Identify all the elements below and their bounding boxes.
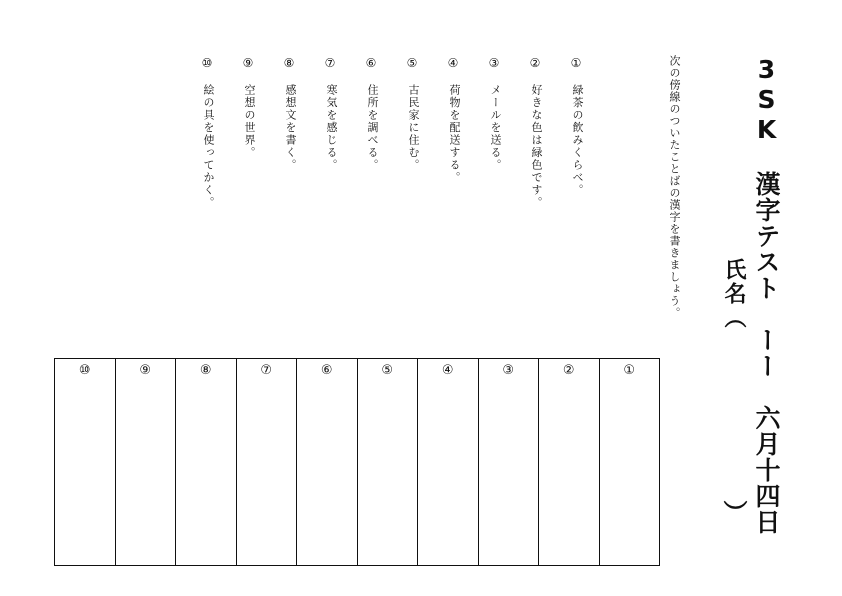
answer-number: ① [623, 363, 636, 378]
answer-number: ④ [441, 363, 454, 378]
question-text: 絵の具を使ってかく。 [202, 84, 215, 209]
question-text: 古民家に住む。 [407, 84, 420, 172]
question-number: ⑤ [406, 56, 418, 70]
question-number: ② [529, 56, 541, 70]
question-text: 住所を調べる。 [366, 84, 379, 172]
question-text: 感想文を書く。 [284, 84, 297, 172]
instruction-text: 次の傍線のついたことばの漢字を書きましょう。 [668, 55, 681, 319]
question-number: ③ [488, 56, 500, 70]
question-number: ① [570, 56, 582, 70]
question-text: 寒気を感じる。 [325, 84, 338, 172]
question-number: ⑦ [324, 56, 336, 70]
answer-number: ⑥ [320, 363, 333, 378]
answer-number: ⑦ [260, 363, 273, 378]
answer-cell[interactable] [55, 359, 115, 565]
answer-cell[interactable] [538, 359, 599, 565]
answer-number: ⑩ [78, 363, 91, 378]
answer-number: ③ [502, 363, 515, 378]
answer-number: ② [562, 363, 575, 378]
question-number: ④ [447, 56, 459, 70]
question-number: ⑧ [283, 56, 295, 70]
name-close-bracket: ） [719, 500, 747, 524]
answer-cell[interactable] [236, 359, 297, 565]
answer-cell[interactable] [417, 359, 478, 565]
question-number: ⑨ [242, 56, 254, 70]
answer-cell[interactable] [296, 359, 357, 565]
question-text: 荷物を配送する。 [448, 84, 461, 184]
question-number: ⑥ [365, 56, 377, 70]
answer-number: ⑤ [381, 363, 394, 378]
answer-cell[interactable] [478, 359, 539, 565]
question-text: 緑茶の飲みくらべ。 [571, 84, 584, 197]
question-text: 空想の世界。 [243, 84, 256, 159]
answer-cell[interactable] [357, 359, 418, 565]
answer-grid [54, 358, 660, 566]
question-text: メールを送る。 [489, 84, 502, 172]
answer-cell[interactable] [599, 359, 660, 565]
answer-number: ⑨ [139, 363, 152, 378]
answer-number: ⑧ [199, 363, 212, 378]
name-label: 氏名（ [721, 258, 746, 330]
answer-cell[interactable] [175, 359, 236, 565]
question-text: 好きな色は緑色です。 [530, 84, 543, 209]
question-number: ⑩ [201, 56, 213, 70]
page-title: 3SK 漢字テスト ーー 六月十四日 [752, 55, 781, 535]
answer-cell[interactable] [115, 359, 176, 565]
